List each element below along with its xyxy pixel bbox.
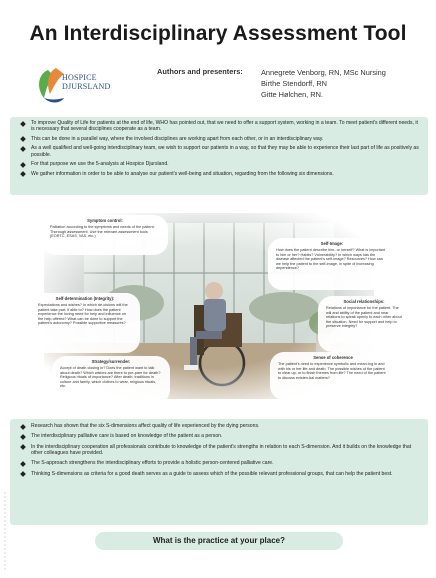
intro-bullet	[18, 145, 420, 157]
bullet-text: As a well qualified and well-going interdisciplinary team, we wish to support our patients in a way, so that they may be able to experience their last part of life as positively as possible.	[31, 145, 419, 158]
author-name: Gitte Hølchen, RN.	[261, 90, 324, 99]
diamond-bullet-icon	[20, 136, 26, 142]
diamond-bullet-icon	[20, 121, 26, 127]
diamond-bullet-icon	[20, 444, 26, 450]
callout-heading: Sense of coherence	[313, 355, 353, 360]
intro-bullet	[18, 171, 420, 177]
callout-heading: Self-determination (Integrity):	[55, 296, 115, 301]
authors-heading: Authors and presenters:	[157, 67, 243, 76]
logo-line-2: DJURSLAND	[62, 82, 111, 91]
intro-bullet	[18, 161, 420, 167]
closing-bullet	[18, 471, 420, 477]
bullet-text: In the interdisciplinary cooperation all professionals contribute to knowledge of the patient's strengths in relation to each S-dimension. And it builds on the knowledge that other colleagues have provided.	[31, 443, 412, 456]
logo-line-1: HOSPICE	[62, 73, 97, 82]
conclusions-panel	[10, 419, 428, 525]
closing-bullet	[18, 444, 420, 456]
symptom-control-callout	[42, 215, 168, 255]
diamond-bullet-icon	[20, 424, 26, 430]
author-name: Birthe Stendorff, RN	[261, 79, 327, 88]
bullet-text: Thinking S-dimensions as criteria for a good death serves as a guide to assess which of the possible relevant professional groups, that can help the patient best.	[31, 470, 393, 477]
callout-text: Accept of death closing in? Does the patient want to talk about death? Which wishes are there to pre-pare for death? Religious rituals of importance? After death: traditions in culture and family, which clothes to wear, religious rituals, etc.	[60, 366, 161, 389]
crop-mark-decoration	[2, 492, 8, 572]
diamond-bullet-icon	[20, 171, 26, 177]
callout-heading: Self-Image:	[320, 241, 344, 246]
question-banner: What is the practice at your place?	[95, 532, 343, 550]
callout-text: Expectations and wishes? In which de-cisions will the patient take part, if able to? How does the patient experience the loving need for help and influence on the help offered? What can be done to support the patient's autonomy? Possible supportive measures?	[38, 303, 128, 326]
bullet-text: We gather information in order to be able to analyse our patient's well-being and situation, regarding from the following six dimensions.	[31, 170, 334, 177]
strategy-surrender-callout	[52, 356, 170, 404]
diamond-bullet-icon	[20, 162, 26, 168]
closing-bullet	[18, 433, 420, 439]
callout-heading: Strategy/surrender:	[91, 359, 131, 364]
self-determination-callout	[30, 293, 140, 353]
callout-text: The patient's need to experience symbolic and mean-ing in and with his or her life and death. The possible wishes of the patient to clear up, or to finish themes from life? The need of the patient to discuss existen-tial matters?	[278, 362, 386, 380]
callout-heading: Social relationships:	[343, 299, 385, 304]
diamond-bullet-icon	[20, 434, 26, 440]
diamond-bullet-icon	[20, 461, 26, 467]
callout-text: Relations of importance for the patient. The will and ability of the patient and near relations to speak openly to each other about the situation. Need for support and help to preserve integrity?	[326, 306, 402, 329]
authors-list	[261, 67, 386, 100]
author-name: Annegrete Venborg, RN, MSc Nursing	[261, 68, 386, 77]
logo-text	[62, 73, 110, 91]
bullet-text: For that purpose we use the 5-analysis at Hospice Djursland.	[31, 161, 169, 168]
diamond-bullet-icon	[20, 471, 26, 477]
poster-title: An Interdisciplinary Assessment Tool	[29, 22, 407, 45]
bullet-text: This can be done in a parallel way, where the involved disciplines are working apart from each other, or in an interdisciplinary way.	[31, 135, 324, 142]
closing-bullet	[18, 423, 420, 429]
bullet-text: Research has shown that the six S-dimensions affect quality of life experienced by the dying persons.	[31, 423, 260, 429]
diamond-bullet-icon	[20, 146, 26, 152]
intro-bullet	[18, 120, 420, 132]
intro-bullet	[18, 136, 420, 142]
callout-heading: Symptom control:	[87, 218, 123, 223]
social-relationships-callout	[318, 296, 410, 352]
callout-text: How does the patient describe him- or herself? What is important to him or her? Habits? Vulnerability? In which ways has the disease affected the patient's self-image? Resources? How can we help the patient to the self-image, in spite of increasing dependence?	[276, 248, 386, 271]
bullet-text: To improve Quality of Life for patients at the end of life, WHO has pointed out, that we need to offer a support system, working in a team. To meet patient's different needs, it is necessary that several disciplines cooperate as a team.	[31, 120, 418, 133]
callout-text: Palliation according to the symptoms and needs of the patient. Thorough assessment. Use the relevant assessment tools (EORTC, ESAS, VAS, etc.)	[50, 225, 155, 239]
sense-of-coherence-callout	[270, 352, 396, 400]
intro-panel	[10, 117, 428, 195]
bullet-text: The S-approach strengthens the interdisciplinary efforts to provide a holistic person-centered palliative care.	[31, 460, 274, 467]
closing-bullet	[18, 460, 420, 466]
bullet-text: The interdisciplinary palliative care is based on knowledge of the patient as a person.	[31, 433, 223, 440]
self-image-callout	[268, 238, 396, 290]
